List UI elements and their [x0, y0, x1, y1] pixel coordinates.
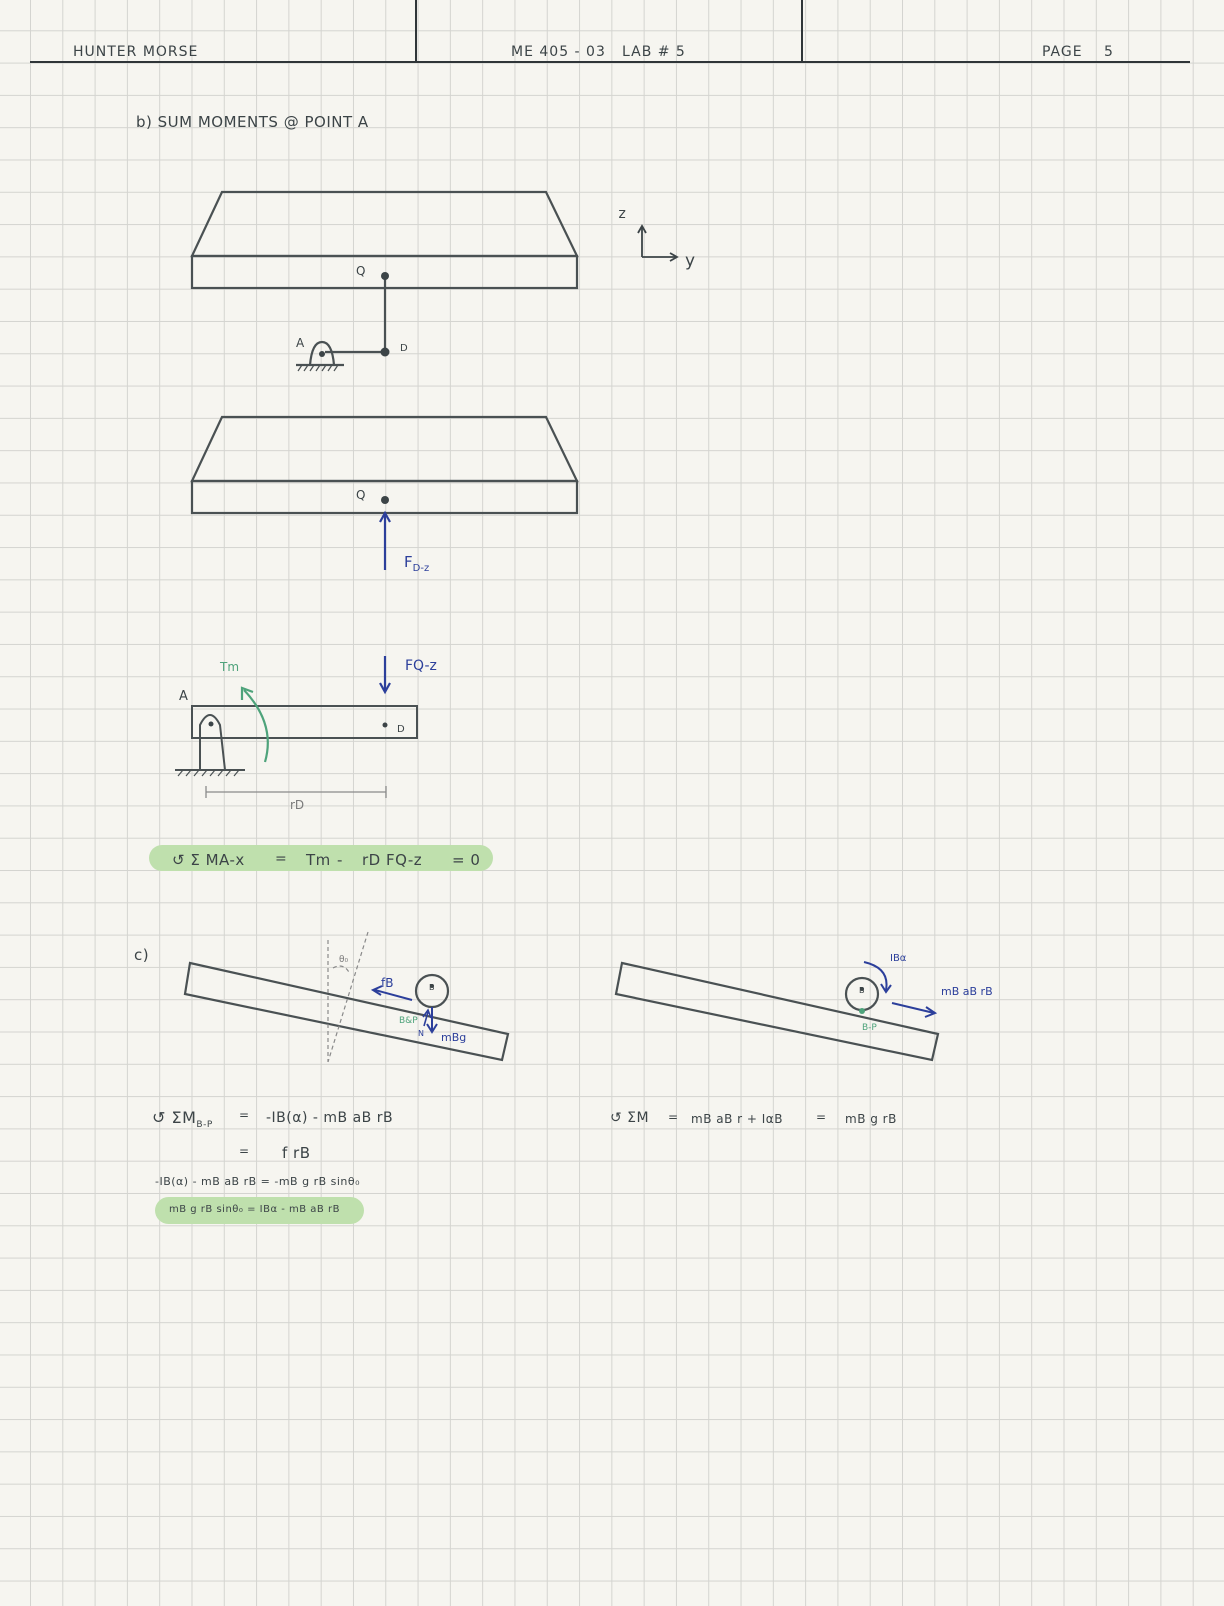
- eq-minus: -: [337, 851, 343, 869]
- length-label: rD: [290, 798, 305, 812]
- right-eq-lhs: ↺ ΣM: [610, 1110, 650, 1126]
- label-d: D: [400, 343, 409, 354]
- force-d-subscript: D-z: [412, 563, 430, 574]
- author-name: HUNTER MORSE: [73, 44, 199, 60]
- point-d-dot: [381, 348, 390, 357]
- theta-reference-lines: [328, 932, 368, 1062]
- left-eq-lhs-sub: B-P: [196, 1120, 213, 1131]
- inertial-force-label: mB aB rB: [941, 985, 993, 998]
- part-c-heading: c): [134, 946, 150, 964]
- eq-term-1: Tm: [306, 851, 331, 869]
- ball-label: B: [429, 983, 435, 992]
- right-eq-equals-2: =: [816, 1110, 827, 1124]
- left-eq-line-4: mB g rB sinθ₀ = IBα - mB aB rB: [169, 1204, 340, 1215]
- eq-lhs: ↺ Σ MA-x: [172, 851, 245, 869]
- part-b-heading: b) SUM MOMENTS @ POINT A: [136, 113, 369, 131]
- eq-term-2: rD FQ-z: [362, 851, 423, 869]
- left-eq-equals-1: =: [239, 1108, 250, 1122]
- normal-label: N: [418, 1029, 424, 1038]
- label-d-2: D: [397, 724, 406, 735]
- pin-a-dot: [319, 351, 325, 357]
- left-eq-lhs: [152, 1108, 213, 1130]
- inertial-force-arrow: [892, 1003, 935, 1017]
- length-dimension: [206, 786, 386, 798]
- force-q-label: FQ-z: [405, 658, 437, 674]
- inertia-label: IBα: [890, 953, 907, 964]
- force-d-label: [404, 553, 429, 574]
- left-eq-equals-2: =: [239, 1144, 250, 1158]
- left-eq-rhs-1: -IB(α) - mB aB rB: [266, 1110, 394, 1126]
- label-q: Q: [356, 264, 366, 278]
- course-number: ME 405 - 03: [511, 44, 606, 60]
- normal-arrow: [423, 1010, 431, 1026]
- torque-label: Tm: [220, 660, 240, 674]
- contact-label: B&P: [399, 1016, 418, 1026]
- pin-a-dot-2: [209, 722, 214, 727]
- label-a-2: A: [179, 689, 189, 704]
- eq-rhs: = 0: [452, 851, 481, 869]
- right-eq-equals-1: =: [668, 1110, 679, 1124]
- bar-pin-figure: [175, 706, 417, 776]
- axes-icon: [638, 226, 677, 261]
- axis-z-label: z: [618, 206, 626, 222]
- axis-y-label: y: [685, 251, 696, 271]
- left-eq-rhs-2: f rB: [282, 1144, 311, 1162]
- incline-fbd-figure: [185, 963, 508, 1060]
- force-q-arrow: [380, 656, 390, 692]
- torque-arrow: [242, 688, 268, 762]
- header-rules: [30, 0, 1190, 62]
- point-q-dot: [381, 272, 389, 280]
- contact-label-2: B-P: [862, 1023, 877, 1033]
- right-eq-mid: mB aB r + IαB: [691, 1112, 783, 1126]
- incline-kd-figure: [616, 963, 938, 1060]
- eq-equals: =: [275, 851, 288, 867]
- page-number: 5: [1104, 44, 1114, 60]
- left-eq-lhs-text: ↺ ΣM: [152, 1108, 197, 1127]
- friction-label: fB: [381, 976, 394, 990]
- label-a: A: [296, 336, 305, 350]
- lab-number: LAB # 5: [622, 44, 686, 60]
- force-d-arrow: [380, 513, 390, 570]
- theta-label: θ₀: [339, 955, 349, 965]
- left-eq-line-3: -IB(α) - mB aB rB = -mB g rB sinθ₀: [155, 1175, 361, 1188]
- point-q-dot-2: [381, 496, 389, 504]
- ball-label-2: B: [859, 986, 865, 995]
- weight-label: mBg: [441, 1031, 467, 1044]
- label-q-2: Q: [356, 488, 366, 502]
- contact-point-dot: [859, 1008, 865, 1014]
- point-d-dot-2: [383, 723, 388, 728]
- page-label: PAGE: [1042, 44, 1083, 60]
- right-eq-rhs: mB g rB: [845, 1112, 897, 1126]
- force-d-symbol: F: [404, 553, 413, 571]
- platform-linkage-figure: [192, 192, 577, 371]
